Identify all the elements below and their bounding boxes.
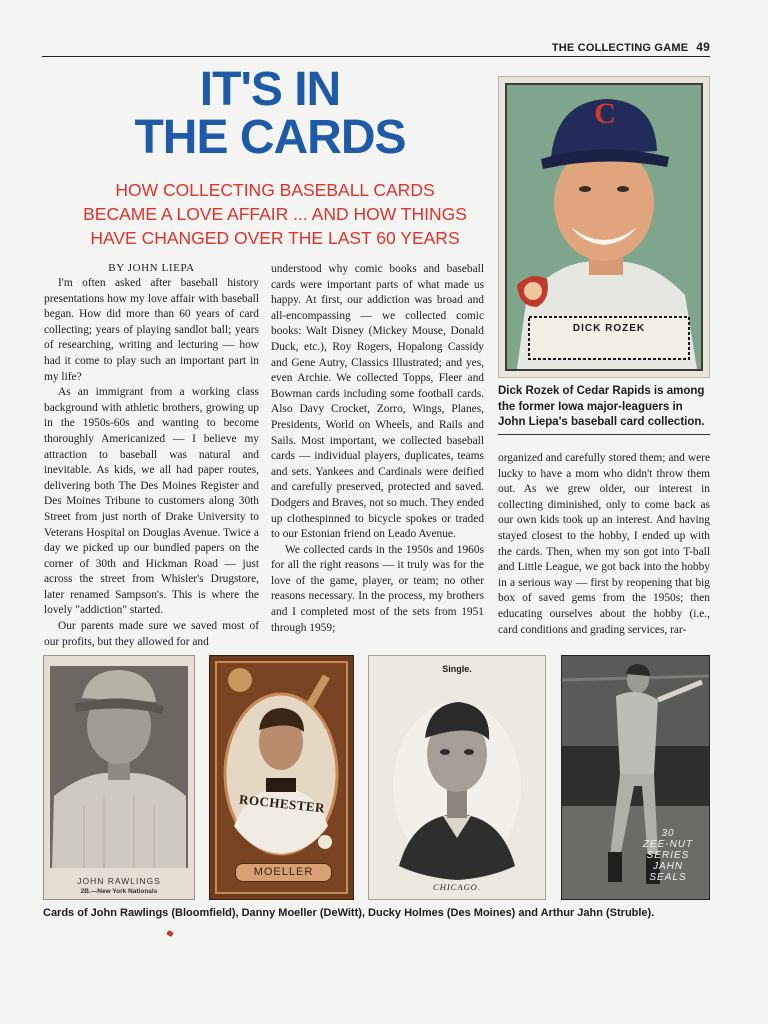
rawlings-name: JOHN RAWLINGS: [77, 876, 161, 886]
deck: [44, 178, 506, 250]
jahn-series-brand: ZEE-NUT: [642, 839, 694, 850]
paragraph: I'm often asked after baseball history presentations how my love affair with baseball began. How did more than 60 years of card collecting; years of playing sandlot ball; years of researching, writing and lecturing — how had it come to play such an important part in my life?: [44, 277, 259, 383]
rozek-cap-letter: C: [594, 97, 616, 130]
section-title: THE COLLECTING GAME: [551, 42, 689, 54]
body-column-3: [498, 451, 710, 641]
moeller-card: [209, 655, 354, 900]
holmes-top-label: Single.: [442, 664, 472, 674]
jahn-series-label: [637, 828, 699, 883]
paragraph: Our parents made sure we saved most of our profits, but they allowed for and: [44, 620, 259, 648]
jahn-card: [561, 655, 710, 900]
paragraph: We collected cards in the 1950s and 1960s for all the right reasons — it truly was for the love of the game, player, or team; no other reasons necessary. In the process, my brothers and I completed most of the sets from 1951 through 1959;: [271, 543, 484, 634]
rawlings-portrait-illustration: [44, 656, 194, 899]
jahn-team: SEALS: [649, 872, 687, 883]
paragraph: organized and carefully stored them; and were lucky to have a mom who didn't throw them out. As we grew older, our interest in collecting diminished, only to come back as our own kids took up an interest. And having stayed closest to the hobby, I ended up with the cards. Then, when my son got into T-ball and Little League, we got back into the hobby in a serious way — first by reopening that big box of saved gems from the 1950s; then educating ourselves about the hobby (i.e., card conditions and grading services, rar-: [498, 452, 710, 636]
paragraph: understood why comic books and baseball cards were important parts of what made us happy. At first, our addiction was broad and all-encompassing — we collected comic books: Walt Disney (Mickey Mouse, Donald Duck, etc.), Roy Rogers, Hopalong Cassidy and Gene Autry, Classics Illustrated; and yes, even Archie. We collected Topps, Fleer and Bowman cards including some football cards. Also Davy Crocket, Zorro, Wings, Planes, Presidents, World on Wheels, and Rails and Sails. Most important, we collected baseball cards — individual players, duplicates, teams and sets. Yankees and Cardinals were deified and carefully preserved, protected and saved. Dodgers and Braves, not so much. They ended up clothespinned to bicycle spokes or traded to our Estonian friend on Leado Avenue.: [271, 263, 484, 541]
holmes-portrait-illustration: [369, 656, 545, 899]
cards-caption: Cards of John Rawlings (Bloomfield), Danny Moeller (DeWitt), Ducky Holmes (Des Moines) and Arthur Jahn (Struble).: [43, 907, 655, 919]
deck-line-1: HOW COLLECTING BASEBALL CARDS: [115, 180, 435, 200]
holmes-city: CHICAGO.: [433, 882, 481, 892]
moeller-nameplate: MOELLER: [235, 863, 332, 882]
rozek-nameplate: DICK ROZEK: [572, 323, 646, 334]
byline: BY JOHN LIEPA: [108, 262, 195, 274]
headline: [100, 63, 440, 164]
holmes-card: [368, 655, 546, 900]
rozek-card-photo: [498, 76, 710, 378]
rozek-card: [505, 83, 703, 371]
deck-line-2: BECAME A LOVE AFFAIR ... AND HOW THINGS: [83, 204, 467, 224]
jahn-series-word: SERIES: [646, 850, 690, 861]
rawlings-card: [43, 655, 195, 900]
ink-blot: [166, 930, 174, 937]
rozek-caption: Dick Rozek of Cedar Rapids is among the former Iowa major-leaguers in John Liepa's baseball card collection.: [498, 385, 705, 428]
paragraph: As an immigrant from a working class background with athletic brothers, growing up in the 1950s-60s and wanting to become thoroughly Americanized — I believe my attraction to baseball was natural and inevitable. As kids, we all had paper routes, delivering both The Des Moines Register and Des Moines Tribune to customers along 30th Street from just north of Drake University to Veterans Hospital on Douglas Avenue. Twice a day we picked up our bundled papers on the corner of 30th and Hickman Road — just across the street from Whisler's Drugstore, later renamed Sampson's. This is where the lovely "addiction" started.: [44, 386, 259, 617]
body-column-2: [271, 262, 484, 640]
rawlings-team: 2B.—New York Nationals: [80, 888, 158, 895]
page-number: 49: [696, 40, 710, 54]
moeller-jersey: ROCHESTER: [238, 791, 326, 816]
running-head: [42, 40, 710, 57]
divider: [498, 434, 710, 435]
headline-line-1: IT'S IN: [199, 63, 341, 116]
headline-line-2: THE CARDS: [134, 111, 406, 164]
jahn-name: JAHN: [652, 861, 684, 872]
deck-line-3: HAVE CHANGED OVER THE LAST 60 YEARS: [90, 228, 460, 248]
body-column-1: [44, 276, 259, 648]
jahn-series-number: 30: [661, 828, 675, 839]
